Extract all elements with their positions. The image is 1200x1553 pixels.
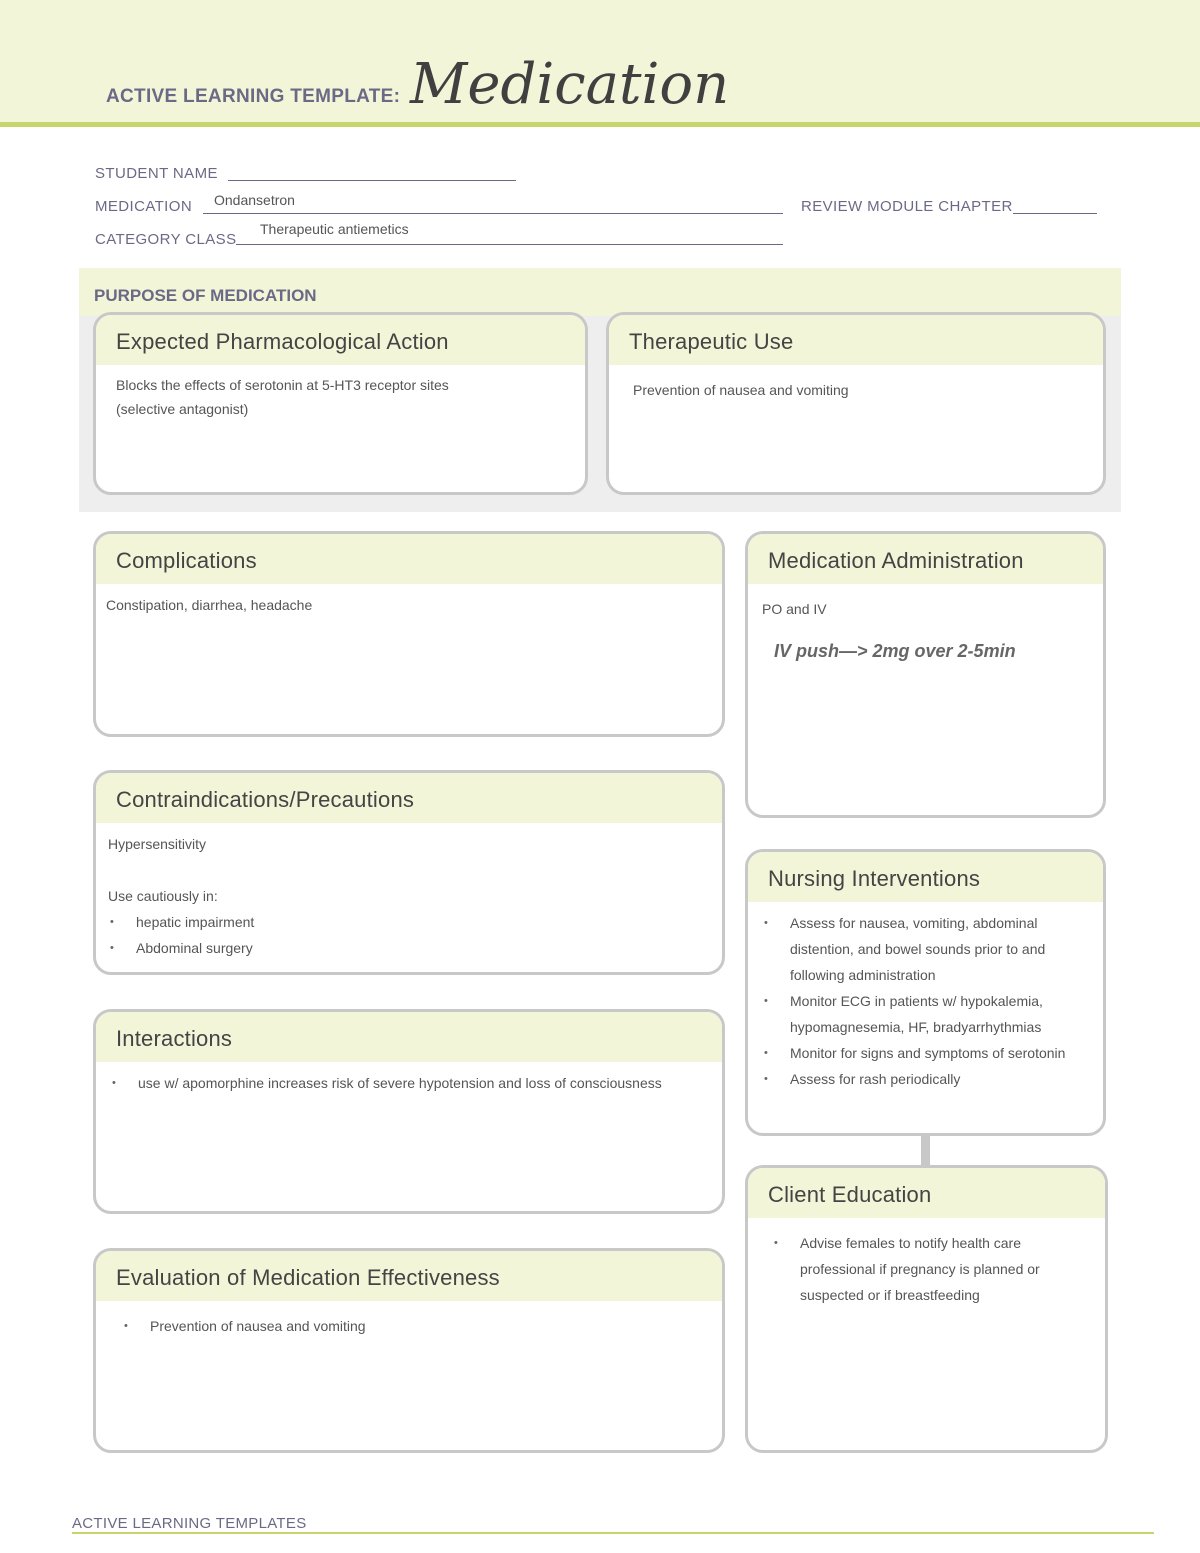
evaluation-title: Evaluation of Medication Effectiveness bbox=[96, 1251, 722, 1301]
expected-action-title: Expected Pharmacological Action bbox=[96, 315, 585, 365]
medication-value: Ondansetron bbox=[214, 192, 295, 208]
nursing-title: Nursing Interventions bbox=[748, 852, 1103, 902]
connector bbox=[921, 1134, 930, 1166]
contraindications-box bbox=[93, 770, 725, 975]
medication-field[interactable] bbox=[203, 213, 783, 214]
administration-box bbox=[745, 531, 1106, 818]
category-label: CATEGORY CLASS bbox=[95, 231, 237, 248]
client-education-box bbox=[745, 1165, 1108, 1453]
review-module-field[interactable] bbox=[1013, 213, 1097, 214]
template-label: ACTIVE LEARNING TEMPLATE: bbox=[106, 86, 401, 107]
list-item: • Abdominal surgery bbox=[136, 935, 708, 961]
medication-label: MEDICATION bbox=[95, 198, 193, 215]
footer-rule bbox=[72, 1532, 1154, 1534]
list-item: • use w/ apomorphine increases risk of severe hypotension and loss of consciousness bbox=[138, 1070, 708, 1096]
list-item: • Assess for nausea, vomiting, abdominal distention, and bowel sounds prior to and following administration bbox=[790, 910, 1079, 988]
expected-action-line: Blocks the effects of serotonin at 5-HT3 receptor sites bbox=[116, 377, 449, 393]
administration-text: PO and IV bbox=[762, 601, 827, 617]
page-title: Medication bbox=[410, 52, 730, 117]
expected-action-line: (selective antagonist) bbox=[116, 401, 249, 417]
complications-text: Constipation, diarrhea, headache bbox=[106, 597, 313, 613]
administration-title: Medication Administration bbox=[748, 534, 1103, 584]
list-item: • Monitor for signs and symptoms of serotonin bbox=[790, 1040, 1079, 1066]
category-field[interactable] bbox=[236, 244, 783, 245]
list-item: • Monitor ECG in patients w/ hypokalemia, hypomagnesemia, HF, bradyarrhythmias bbox=[790, 988, 1079, 1040]
interactions-box bbox=[93, 1009, 725, 1214]
client-education-title: Client Education bbox=[748, 1168, 1105, 1218]
therapeutic-use-box bbox=[606, 312, 1106, 495]
footer-label: ACTIVE LEARNING TEMPLATES bbox=[72, 1515, 307, 1532]
header-rule bbox=[0, 122, 1200, 127]
interactions-title: Interactions bbox=[96, 1012, 722, 1062]
student-name-label: STUDENT NAME bbox=[95, 165, 218, 182]
complications-box bbox=[93, 531, 725, 737]
evaluation-box bbox=[93, 1248, 725, 1453]
list-item: • hepatic impairment bbox=[136, 909, 708, 935]
list-item: • Prevention of nausea and vomiting bbox=[150, 1313, 708, 1339]
student-name-field[interactable] bbox=[228, 180, 516, 181]
complications-title: Complications bbox=[96, 534, 722, 584]
nursing-box bbox=[745, 849, 1106, 1136]
administration-note: IV push—> 2mg over 2-5min bbox=[774, 641, 1016, 661]
therapeutic-use-title: Therapeutic Use bbox=[609, 315, 1103, 365]
expected-action-box bbox=[93, 312, 588, 495]
therapeutic-use-text: Prevention of nausea and vomiting bbox=[633, 382, 849, 398]
list-item: • Assess for rash periodically bbox=[790, 1066, 1079, 1092]
purpose-label: PURPOSE OF MEDICATION bbox=[94, 286, 317, 305]
review-module-label: REVIEW MODULE CHAPTER bbox=[801, 198, 1013, 215]
contraindications-title: Contraindications/Precautions bbox=[96, 773, 722, 823]
category-value: Therapeutic antiemetics bbox=[260, 221, 409, 237]
contraindications-text: Hypersensitivity bbox=[108, 836, 207, 852]
contraindications-text: Use cautiously in: bbox=[108, 888, 218, 904]
list-item: • Advise females to notify health care professional if pregnancy is planned or suspected or if breastfeeding bbox=[800, 1230, 1045, 1308]
